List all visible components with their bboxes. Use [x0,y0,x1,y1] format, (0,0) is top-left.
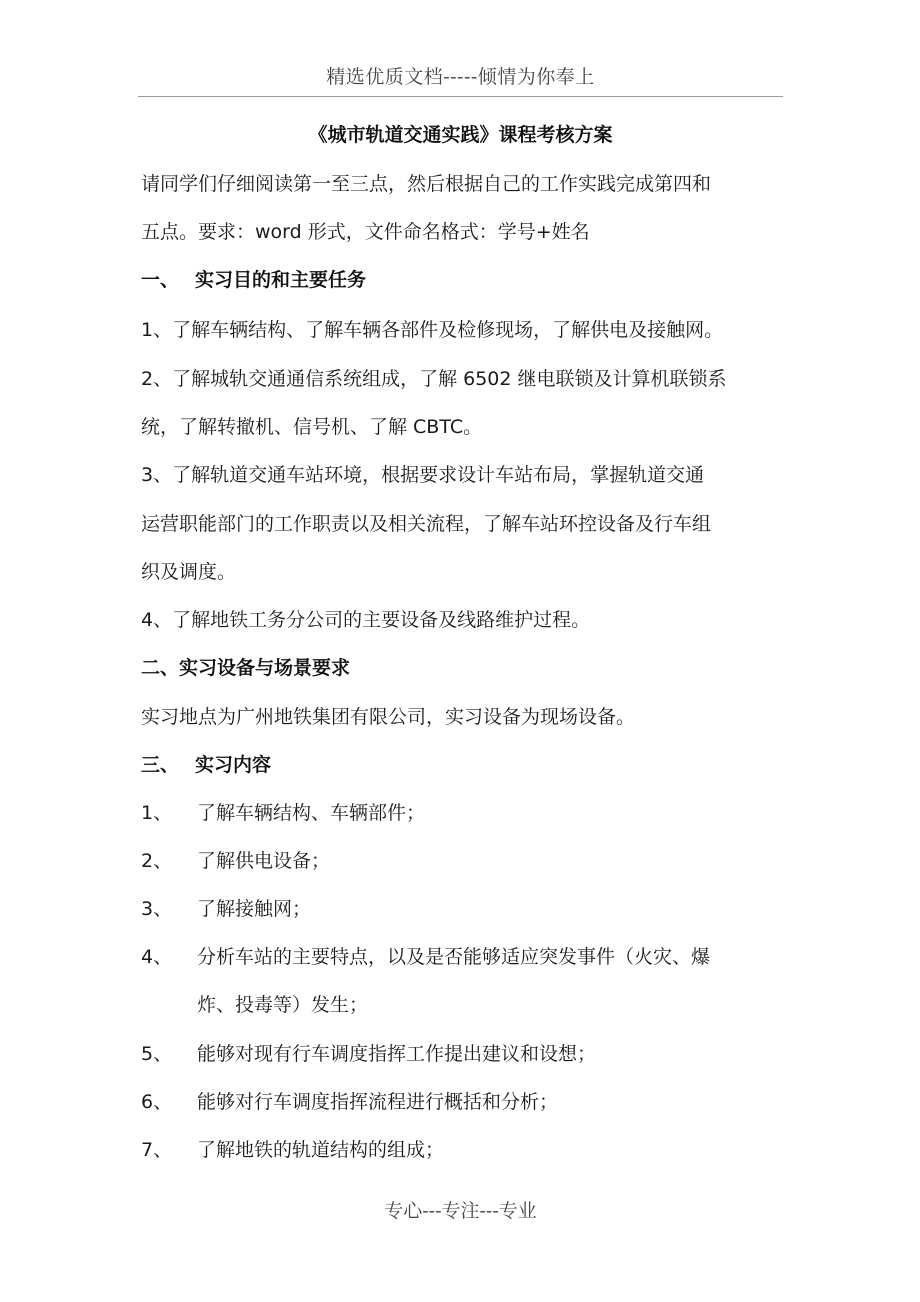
section-1-line-5: 运营职能部门的工作职责以及相关流程，了解车站环控设备及行车组 [141,513,712,535]
list-item [141,1088,781,1116]
section-1-line-4: 3、了解轨道交通车站环境，根据要求设计车站布局，掌握轨道交通 [141,464,705,486]
list-item [141,943,781,971]
section-1-line-7: 4、了解地铁工务分公司的主要设备及线路维护过程。 [141,609,591,631]
list-item-text: 了解接触网； [197,898,312,920]
page-footer: 专心---专注---专业 [384,1200,537,1222]
list-item-text: 能够对现有行车调度指挥工作提出建议和设想； [197,1043,597,1065]
list-item-text: 了解车辆结构、车辆部件； [197,802,426,824]
section-1-line-2: 2、了解城轨交通通信系统组成，了解 6502 继电联锁及计算机联锁系 [141,368,727,390]
list-item [141,1136,781,1164]
section-3-number: 三、 [141,754,180,776]
section-2-heading: 二、实习设备与场景要求 [141,657,351,679]
list-item-text: 分析车站的主要特点，以及是否能够适应突发事件（火灾、爆 [197,946,711,968]
section-3-heading [141,751,781,779]
list-item-number: 1、 [141,802,173,824]
section-1-line-3: 统，了解转撤机、信号机、了解 CBTC。 [141,416,483,438]
section-1-line-6: 织及调度。 [141,561,237,583]
list-item [141,895,781,923]
list-item-number: 7、 [141,1139,173,1161]
section-1-heading [141,266,781,294]
list-item [141,847,781,875]
section-1-title: 实习目的和主要任务 [195,269,367,291]
list-item-number: 2、 [141,850,173,872]
document-title: 《城市轨道交通实践》课程考核方案 [308,124,613,146]
intro-line-2: 五点。要求：word 形式，文件命名格式：学号+姓名 [141,221,590,243]
intro-line-1: 请同学们仔细阅读第一至三点，然后根据自己的工作实践完成第四和 [141,173,712,195]
list-item-number: 6、 [141,1091,173,1113]
section-1-line-1: 1、了解车辆结构、了解车辆各部件及检修现场，了解供电及接触网。 [141,319,724,341]
header-divider [138,96,783,97]
list-item-text: 能够对行车调度指挥流程进行概括和分析； [197,1091,559,1113]
section-3-title: 实习内容 [195,754,272,776]
page-header: 精选优质文档-----倾情为你奉上 [326,66,595,88]
list-item-number: 3、 [141,898,173,920]
list-item-continuation [141,991,781,1019]
section-2-text: 实习地点为广州地铁集团有限公司，实习设备为现场设备。 [141,706,636,728]
list-item-number: 4、 [141,946,173,968]
list-item-number: 5、 [141,1043,173,1065]
list-item-text: 炸、投毒等）发生； [197,994,369,1016]
section-1-number: 一、 [141,269,180,291]
list-item-text: 了解供电设备； [197,850,331,872]
list-item-text: 了解地铁的轨道结构的组成； [197,1139,445,1161]
list-item [141,1040,781,1068]
list-item [141,799,781,827]
